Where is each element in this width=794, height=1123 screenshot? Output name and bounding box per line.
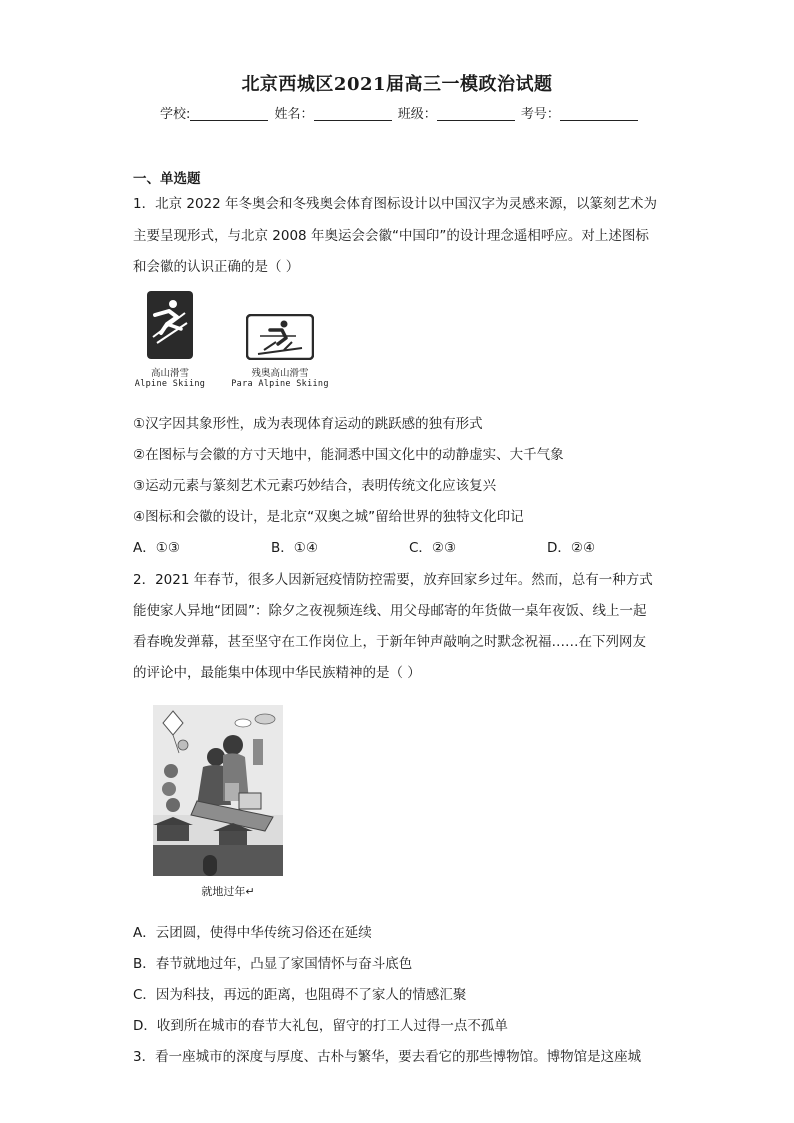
q1-statement: ④图标和会徽的设计，是北京“双奥之城”留给世界的独特文化印记 [133,509,524,525]
school-label: 学校: [160,107,191,122]
para-alpine-skiing-label-en: Para Alpine Skiing [231,379,329,389]
class-label: 班级： [397,107,437,122]
alpine-skiing-label-cn: 高山滑雪 [150,368,189,379]
q2-stem-line: 2．2021 年春节，很多人因新冠疫情防控需要，放弃回家乡过年。然而，总有一种方式 [133,572,653,588]
q2-option-c[interactable]: C．因为科技，再远的距离，也阻碍不了家人的情感汇聚 [133,987,467,1003]
section-title: 一、单选题 [133,171,201,187]
q1-stem-line: 主要呈现形式，与北京 2008 年奥运会会徽“中国印”的设计理念遥相呼应。对上述图标 [133,228,649,244]
q2-option-b[interactable]: B．春节就地过年，凸显了家国情怀与奋斗底色 [133,956,413,972]
q1-option-a[interactable]: A．①③ [133,540,180,556]
name-label: 姓名： [274,107,314,122]
q2-stem-line: 的评论中，最能集中体现中华民族精神的是（ ） [133,665,421,681]
q2-stem-line: 能使家人异地“团圆”：除夕之夜视频连线、用父母邮寄的年货做一桌年夜饭、线上一起 [133,603,647,619]
q2-stem-line: 看春晚发弹幕，甚至坚守在工作岗位上，于新年钟声敲响之时默念祝福……在下列网友 [133,634,646,650]
q1-statement: ③运动元素与篆刻艺术元素巧妙结合，表明传统文化应该复兴 [133,478,497,494]
para-alpine-skiing-label-cn: 残奥高山滑雪 [251,368,309,379]
q1-option-b[interactable]: B．①④ [271,540,318,556]
class-blank[interactable] [437,106,515,121]
student-info-row [160,103,640,122]
q1-stem-line: 和会徽的认识正确的是（ ） [133,259,300,275]
q1-statement: ①汉字因其象形性，成为表现体育运动的跳跃感的独有形式 [133,416,483,432]
para-alpine-skiing-icon [246,314,314,364]
school-blank[interactable] [190,106,268,121]
family-new-year-illustration [153,705,283,880]
q3-stem-line: 3．看一座城市的深度与厚度、古朴与繁华，要去看它的那些博物馆。博物馆是这座城 [133,1049,642,1065]
q1-statement: ②在图标与会徽的方寸天地中，能洞悉中国文化中的动静虚实、大千气象 [133,447,564,463]
q1-option-d[interactable]: D．②④ [547,540,596,556]
exam-number-blank[interactable] [560,106,638,121]
name-blank[interactable] [314,106,392,121]
q2-option-a[interactable]: A．云团圆，使得中华传统习俗还在延续 [133,925,372,941]
alpine-skiing-label-en: Alpine Skiing [134,379,206,389]
illustration-caption: 就地过年↵ [201,885,255,898]
q1-stem-line: 1．北京 2022 年冬奥会和冬残奥会体育图标设计以中国汉字为灵感来源，以篆刻艺术为 [133,196,658,212]
alpine-skiing-icon [147,291,193,363]
q1-option-c[interactable]: C．②③ [409,540,457,556]
q2-option-d[interactable]: D．收到所在城市的春节大礼包，留守的打工人过得一点不孤单 [133,1018,508,1034]
page-title: 北京西城区2021届高三一模政治试题 [241,74,553,95]
exam-number-label: 考号： [520,107,560,122]
